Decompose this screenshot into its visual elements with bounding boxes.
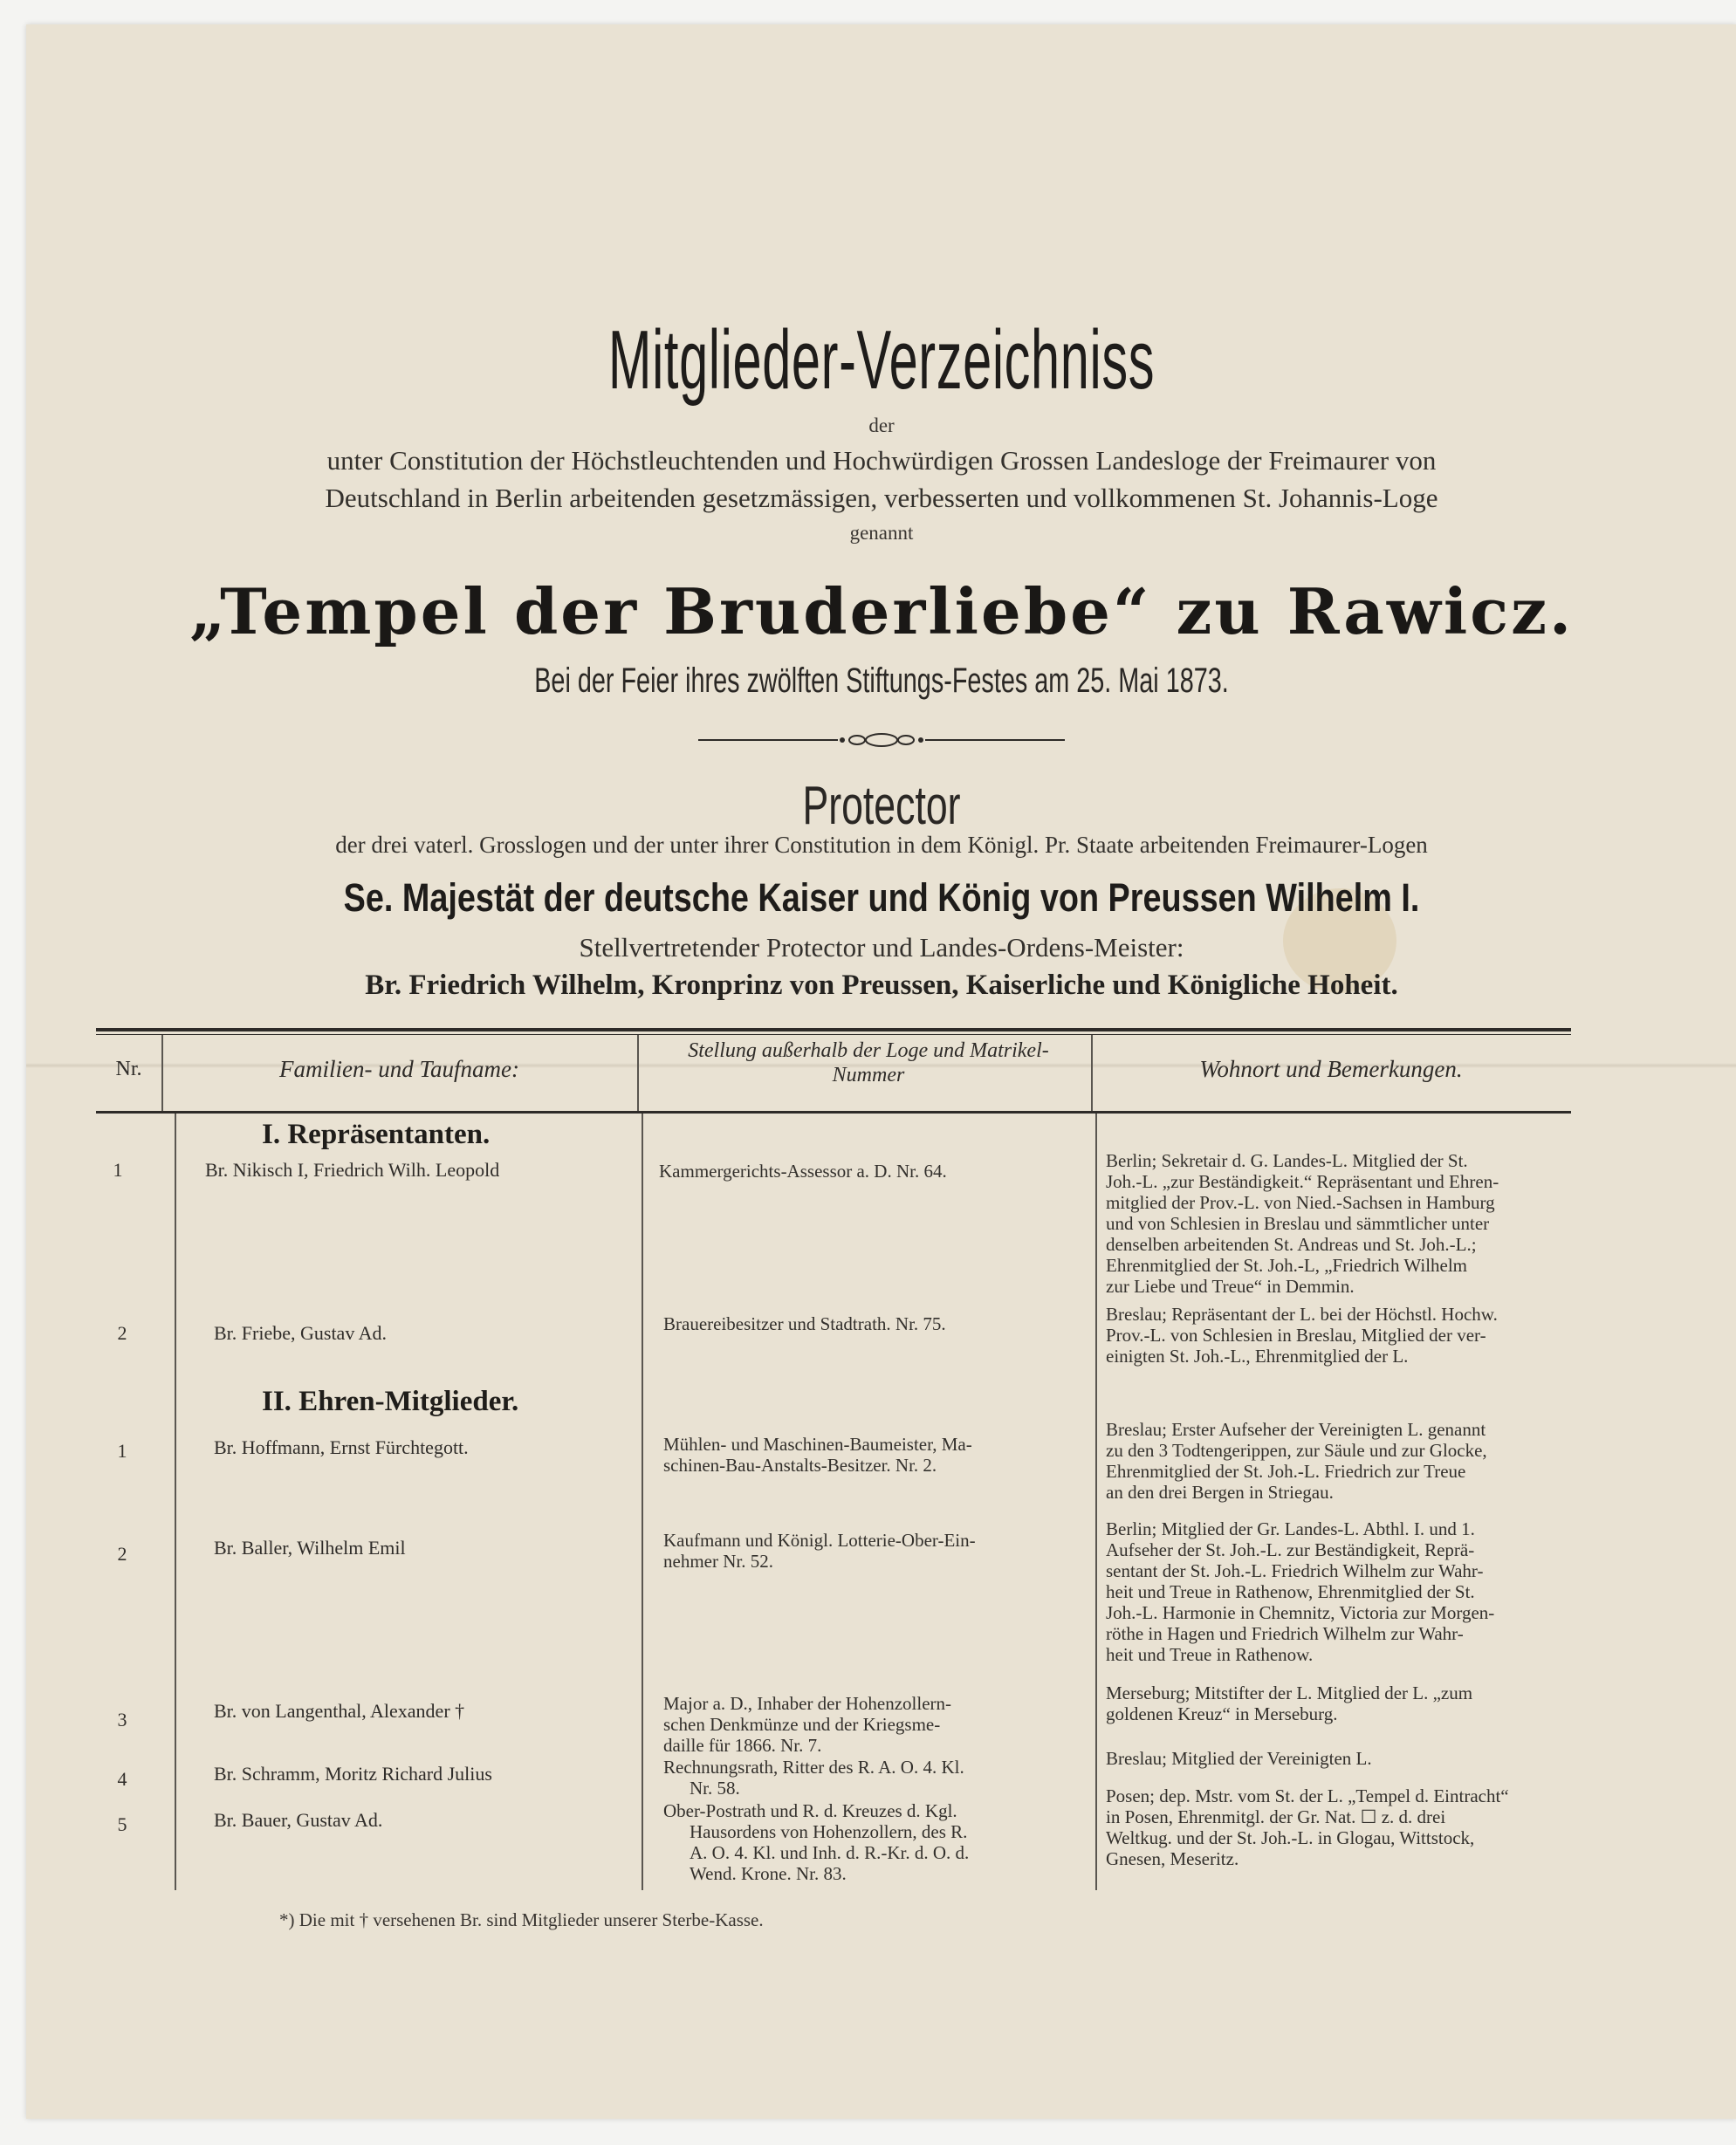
- festival-line: Bei der Feier ihres zwölften Stiftungs-Festes am 25. Mai 1873.: [534, 661, 1229, 700]
- member-position: Mühlen- und Maschinen-Baumeister, Ma- schinen-Bau-Anstalts-Besitzer. Nr. 2.: [663, 1434, 972, 1476]
- footnote: *) Die mit † versehenen Br. sind Mitglieder unserer Sterbe-Kasse.: [279, 1909, 764, 1930]
- column-header-name: Familien- und Taufname:: [279, 1056, 519, 1082]
- protector-line: der drei vaterl. Grosslogen und der unter ihrer Constitution in dem Königl. Pr. Staate arbeitenden Freimaurer-Logen: [335, 832, 1428, 858]
- section-title: I. Repräsentanten.: [262, 1119, 491, 1150]
- member-remarks: Merseburg; Mitstifter der L. Mitglied der L. „zum goldenen Kreuz“ in Merseburg.: [1106, 1682, 1473, 1724]
- member-name: Br. von Langenthal, Alexander †: [214, 1700, 465, 1722]
- title-connector: der: [868, 415, 895, 436]
- ornament-divider: [26, 731, 1736, 749]
- member-position: Brauereibesitzer und Stadtrath. Nr. 75.: [663, 1313, 946, 1334]
- document-title: Mitglieder-Verzeichniss: [607, 313, 1156, 407]
- deputy-protector: Stellvertretender Protector und Landes-Ordens-Meister:: [579, 932, 1184, 963]
- document-sheet: [26, 24, 1736, 2119]
- member-remarks: Breslau; Erster Aufseher der Vereinigten L. genannt zu den 3 Todtengerippen, zur Säule und zur Glocke, Ehrenmitglied der St. Joh.-L. Friedrich zur Treue an den drei Bergen in Striegau.: [1106, 1419, 1487, 1503]
- row-number: 2: [117, 1543, 127, 1565]
- row-number: 3: [117, 1709, 127, 1730]
- deputy-name: Br. Friedrich Wilhelm, Kronprinz von Preussen, Kaiserliche und Königliche Hoheit.: [365, 970, 1398, 1001]
- column-header-remarks: Wohnort und Bemerkungen.: [1199, 1056, 1463, 1082]
- protector-heading: Protector: [802, 776, 961, 836]
- intro-line-1: unter Constitution der Höchstleuchtenden und Hochwürdigen Grossen Landesloge der Freimaurer von: [326, 445, 1437, 476]
- member-position: Rechnungsrath, Ritter des R. A. O. 4. Kl. Nr. 58.: [663, 1757, 964, 1799]
- intro-genannt: genannt: [849, 522, 914, 544]
- member-name: Br. Bauer, Gustav Ad.: [214, 1809, 383, 1831]
- member-remarks: Posen; dep. Mstr. vom St. der L. „Tempel d. Eintracht“ in Posen, Ehrenmitgl. der Gr. Nat. ☐ z. d. drei Weltkug. und der St. Joh.-L. in Glogau, Wittstock, Gnesen, Meseritz.: [1106, 1785, 1509, 1869]
- member-remarks: Breslau; Mitglied der Vereinigten L.: [1106, 1748, 1372, 1769]
- column-header-nr: Nr.: [115, 1058, 142, 1080]
- member-name: Br. Baller, Wilhelm Emil: [214, 1537, 406, 1559]
- members-table: [96, 1028, 1571, 1901]
- member-name: Br. Friebe, Gustav Ad.: [214, 1322, 387, 1344]
- row-number: 1: [113, 1159, 123, 1181]
- member-position: Kaufmann und Königl. Lotterie-Ober-Ein- nehmer Nr. 52.: [663, 1530, 976, 1572]
- column-header-position: Stellung außerhalb der Loge und Matrikel-Nummer: [688, 1039, 1049, 1086]
- row-number: 2: [117, 1322, 127, 1344]
- member-name: Br. Nikisch I, Friedrich Wilh. Leopold: [205, 1159, 500, 1181]
- intro-line-2: Deutschland in Berlin arbeitenden gesetzmässigen, verbesserten und vollkommenen St. Johannis-Loge: [325, 483, 1438, 513]
- row-number: 1: [117, 1440, 127, 1462]
- member-position: Kammergerichts-Assessor a. D. Nr. 64.: [659, 1161, 947, 1182]
- member-name: Br. Schramm, Moritz Richard Julius: [214, 1763, 492, 1785]
- member-position: Major a. D., Inhaber der Hohenzollern- schen Denkmünze und der Kriegsme- daille für 1866. Nr. 7.: [663, 1693, 952, 1756]
- member-remarks: Breslau; Repräsentant der L. bei der Höchstl. Hochw. Prov.-L. von Schlesien in Breslau, Mitglied der ver- einigten St. Joh.-L., Ehrenmitglied der L.: [1106, 1304, 1498, 1367]
- member-remarks: Berlin; Mitglied der Gr. Landes-L. Abthl. I. und 1. Aufseher der St. Joh.-L. zur Beständigkeit, Reprä- sentant der St. Joh.-L. Friedrich Wilhelm zur Wahr- heit und Treue in Rathenow, Ehrenmitglied der St. Joh.-L. Harmonie in Chemnitz, Victoria zur Morgen- röthe in Hagen und Friedrich Wilhelm zur Wahr- heit und Treue in Rathenow.: [1106, 1518, 1495, 1665]
- member-remarks: Berlin; Sekretair d. G. Landes-L. Mitglied der St. Joh.-L. „zur Beständigkeit.“ Repräsentant und Ehren- mitglied der Prov.-L. von Nied.-Sachsen in Hamburg und von Schlesien in Breslau und sämmtlicher unter denselben arbeitenden St. Andreas und St. Joh.-L.; Ehrenmitglied der St. Joh.-L, „Friedrich Wilhelm zur Liebe und Treue“ in Demmin.: [1106, 1150, 1499, 1297]
- row-number: 5: [117, 1813, 127, 1835]
- protector-majesty: Se. Majestät der deutsche Kaiser und König von Preussen Wilhelm I.: [343, 875, 1420, 920]
- row-number: 4: [117, 1768, 127, 1790]
- member-name: Br. Hoffmann, Ernst Fürchtegott.: [214, 1436, 469, 1458]
- lodge-name: „Tempel der Bruderliebe“ zu Rawicz.: [189, 574, 1575, 648]
- section-title: II. Ehren-Mitglieder.: [262, 1386, 519, 1417]
- member-position: Ober-Postrath und R. d. Kreuzes d. Kgl. Hausordens von Hohenzollern, des R. A. O. 4. Kl. und Inh. d. R.-Kr. d. O. d. Wend. Krone. Nr. 83.: [663, 1800, 970, 1884]
